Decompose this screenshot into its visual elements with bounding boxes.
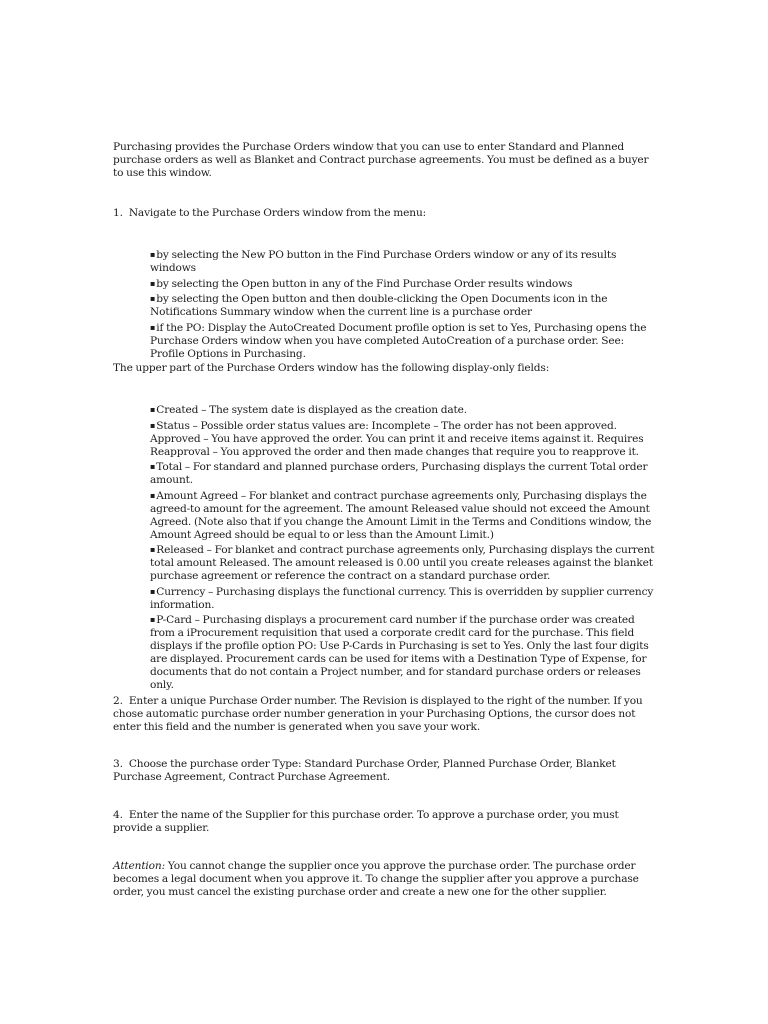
list-item: ▪P-Card – Purchasing displays a procurement card number if the purchase order was created from a iProcurement requisition that used a corporate credit card for the purchase. This field displays if the profile option PO: Use P-Cards in Purchasing is set to Yes. Only the last four digits are displayed. Procurement cards can be used for items with a Destination Type of Expense, for documents that do not contain a Project number, and for standard purchase orders or releases only. — [150, 614, 649, 691]
bullet-icon: ▪ — [150, 545, 156, 554]
attention-label: Attention: — [113, 860, 165, 872]
list-item: ▪Currency – Purchasing displays the functional currency. This is overridden by supplier currency information. — [150, 585, 654, 611]
bullet-icon: ▪ — [150, 405, 156, 414]
display-only-fields-list — [150, 403, 657, 694]
step-1-text: Navigate to the Purchase Orders window from the menu: — [128, 207, 427, 219]
list-item: ▪Status – Possible order status values are: Incomplete – The order has not been approved. Approved – You have approved the order. You can print it and receive items against it. Requires Reapproval – You approved the order and then made changes that require you to reapprove it. — [150, 419, 644, 458]
list-item: ▪Released – For blanket and contract purchase agreements only, Purchasing displays the current total amount Released. The amount released is 0.00 until you create releases against the blanket purchase agreement or reference the contract on a standard purchase order. — [150, 544, 655, 582]
step-4-text: Enter the name of the Supplier for this purchase order. To approve a purchase order, you must provide a supplier. — [113, 809, 619, 834]
bullet-icon: ▪ — [150, 250, 156, 259]
step-4-number: 4. — [113, 809, 123, 821]
step-2-text: Enter a unique Purchase Order number. The Revision is displayed to the right of the number. If you chose automatic purchase order number generation in your Purchasing Options, the cursor does not enter this field and the number is generated when you save your work. — [113, 695, 643, 733]
step-2-number: 2. — [113, 695, 123, 707]
list-item: ▪by selecting the New PO button in the Find Purchase Orders window or any of its results windows — [150, 249, 617, 274]
step-2 — [113, 695, 655, 734]
step-3-number: 3. — [113, 758, 123, 770]
bullet-icon: ▪ — [150, 322, 156, 332]
bullet-icon: ▪ — [150, 294, 156, 303]
attention-note — [113, 860, 655, 899]
step-3 — [113, 758, 655, 784]
bullet-icon: ▪ — [150, 462, 156, 471]
step-4 — [113, 809, 655, 835]
step-1 — [113, 207, 655, 220]
bullet-icon: ▪ — [150, 615, 156, 624]
bullet-icon: ▪ — [150, 586, 156, 596]
list-item: ▪Total – For standard and planned purchase orders, Purchasing displays the current Total order amount. — [150, 461, 648, 486]
upper-part-paragraph: The upper part of the Purchase Orders window has the following display-only fields: — [113, 362, 550, 374]
attention-text: You cannot change the supplier once you approve the purchase order. The purchase order becomes a legal document when you approve it. To change the supplier after you approve a purchase order, you must cancel the existing purchase order and create a new one for the other supplier. — [113, 860, 639, 898]
bullet-icon: ▪ — [150, 420, 156, 430]
list-item: ▪by selecting the Open button and then double-clicking the Open Documents icon in the Notifications Summary window when the current line is a purchase order — [150, 293, 608, 318]
bullet-icon: ▪ — [150, 278, 156, 288]
list-item: ▪Amount Agreed – For blanket and contract purchase agreements only, Purchasing displays the agreed-to amount for the agreement. The amount Released value should not exceed the Amount Agreed. (Note also that if you change the Amount Limit in the Terms and Conditions window, the Amount Agreed should be equal to or less than the Amount Limit.) — [150, 489, 652, 541]
list-item: ▪if the PO: Display the AutoCreated Document profile option is set to Yes, Purchasing opens the Purchase Orders window when you have completed AutoCreation of a purchase order. See: Profile Options in Purchasing. — [150, 321, 647, 360]
bullet-icon: ▪ — [150, 490, 156, 500]
list-item: ▪Created – The system date is displayed as the creation date. — [150, 404, 468, 416]
step-1-number: 1. — [113, 207, 123, 219]
step-3-text: Choose the purchase order Type: Standard Purchase Order, Planned Purchase Order, Blanket Purchase Agreement, Contract Purchase Agreement. — [113, 758, 616, 783]
navigation-options-list — [150, 248, 657, 362]
intro-paragraph: Purchasing provides the Purchase Orders window that you can use to enter Standard and Planned purchase orders as well as Blanket and Contract purchase agreements. You must be defined as a buyer to use this window. — [113, 141, 649, 179]
list-item: ▪by selecting the Open button in any of the Find Purchase Order results windows — [150, 277, 573, 290]
